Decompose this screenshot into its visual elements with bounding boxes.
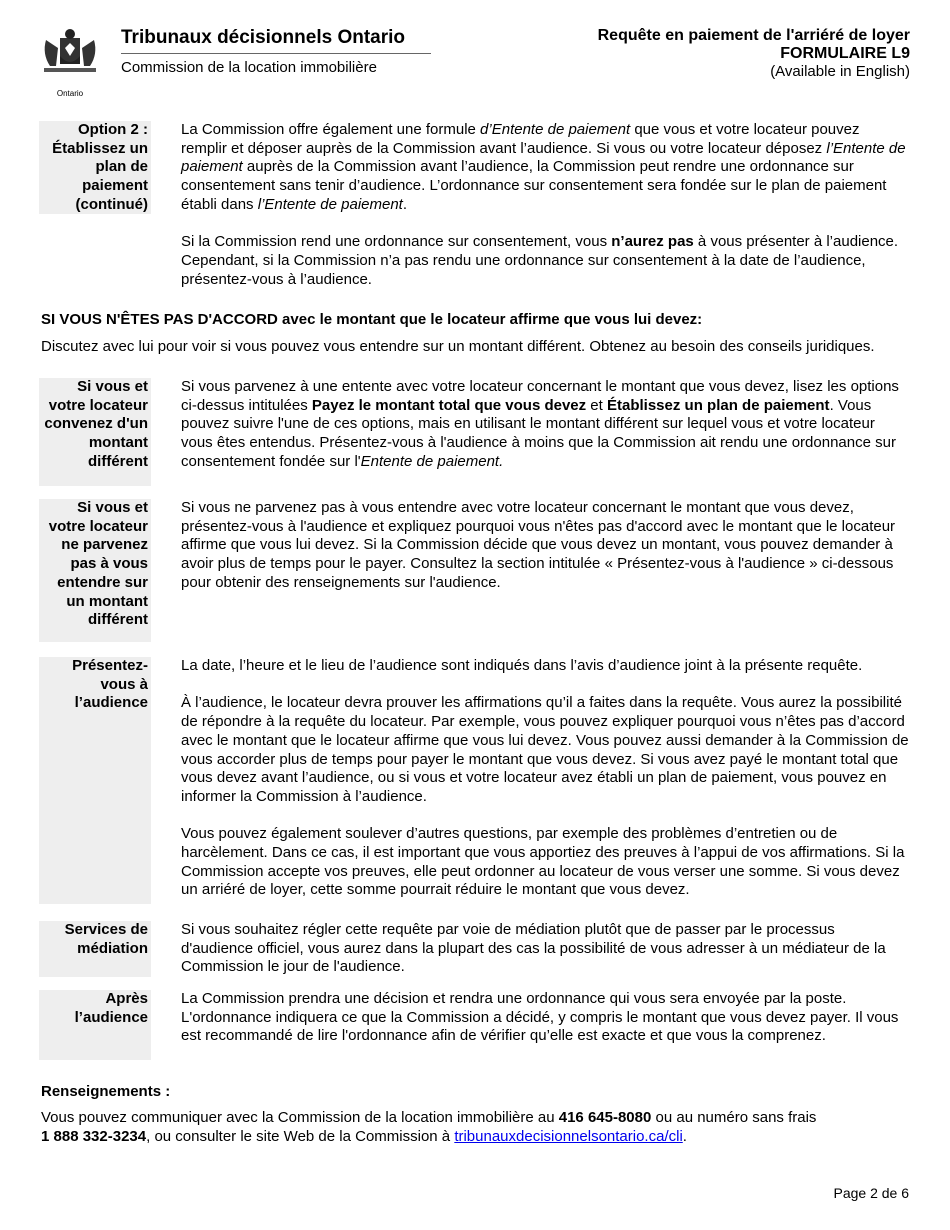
info-heading: Renseignements :: [41, 1083, 171, 1100]
agree-different-text: Si vous parvenez à une entente avec votre locateur concernant le montant que vous devez, lisez les options ci-dessus intitulées Payez le montant total que vous devez et Établissez un plan de paiement. Vous pouvez suivre l'une de ces options, mais en utilisant le montant différent sur lequel vous et votre locateur vous êtes entendus. Présentez-vous à l'audience à moins que la Commission ait rendu une ordonnance sur consentement fondée sur l'Entente de paiement.: [181, 378, 899, 470]
mediation-text: Si vous souhaitez régler cette requête par voie de médiation plutôt que de passer par le processus d'audience officiel, vous aurez dans la plupart des cas la possibilité de vous adresser à un médiateur de la Commission le jour de l'audience.: [181, 921, 886, 976]
available-english: (Available in English): [770, 63, 910, 80]
attend-p3: Vous pouvez également soulever d’autres questions, par exemple des problèmes d’entretien ou de harcèlement. Dans ce cas, il est important que vous apportiez des preuves à l’appui de vos affirmations. Si la Commission accepte vos preuves, elle peut ordonner au locateur de vous verser une somme. Si vous devez un arriéré de loyer, cette somme pourrait réduire le montant que vous devez.: [181, 825, 905, 899]
attend-hearing-label: Présentez-vous à l’audience: [39, 657, 151, 904]
agree-different-label: Si vous et votre locateur convenez d'un montant différent: [39, 378, 151, 486]
option2-label: Option 2 : Établissez un plan de paiement (continué): [39, 121, 151, 214]
info-text: Vous pouvez communiquer avec la Commission de la location immobilière au 416 645-8080 ou au numéro sans frais 1 888 332-3234, ou consulter le site Web de la Commission à tribunauxdecisionnelsontario.ca/cli.: [41, 1109, 817, 1145]
form-header: [598, 27, 910, 81]
org-subtitle: Commission de la location immobilière: [121, 59, 377, 76]
page-number: Page 2 de 6: [833, 1185, 909, 1201]
org-title: Tribunaux décisionnels Ontario: [121, 27, 431, 54]
form-title: Requête en paiement de l'arriéré de loyer: [597, 27, 910, 44]
organization-block: [121, 27, 431, 76]
attend-p2: À l’audience, le locateur devra prouver les affirmations qu’il a faites dans la requête. Vous aurez la possibilité de répondre à la requête du locateur. Par exemple, vous pouvez expliquer pourquoi vous n’êtes pas d’accord avec le montant que le locateur affirme que vous lui devez. Vous pouvez aussi demander à la Commission de vous accorder plus de temps pour payer le montant que vous devez. Si vous avez payé le montant total que vous devez avant l’audience, ou si vous et votre locateur avez établi un plan de paiement, vous pouvez en informer la Commission à l’audience.: [181, 694, 909, 805]
attend-hearing-text: [181, 657, 909, 919]
mediation-label: Services de médiation: [39, 921, 151, 977]
option2-text: La Commission offre également une formule d’Entente de paiement que vous et votre locateur pouvez remplir et déposer auprès de la Commission avant l’audience. Si vous ou votre locateur déposez l’Entente de paiement auprès de la Commission avant l’audience, la Commission peut rendre une ordonnance sur consentement sans tenir d’audience. L’ordonnance sur consentement sera fondée sur le plan de paiement établi dans l’Entente de paiement. Si la Commission rend une ordonnance sur consentement, vous n’aurez pas à vous présenter à l’audience. Cependant, si la Commission n’a pas rendu une ordonnance sur consentement à la date de l’audience, présentez-vous à l’audience.: [181, 121, 906, 288]
after-hearing-label: Après l’audience: [39, 990, 151, 1060]
no-agreement-label: Si vous et votre locateur ne parvenez pas à vous entendre sur un montant différent: [39, 499, 151, 642]
attend-p1: La date, l’heure et le lieu de l’audience sont indiqués dans l’avis d’audience joint à la présente requête.: [181, 657, 863, 674]
after-hearing-text: La Commission prendra une décision et rendra une ordonnance qui vous sera envoyée par la poste. L'ordonnance indiquera ce que la Commission a décidé, y compris le montant que vous devez payer. Il vous est recommandé de lire l'ordonnance afin de vérifier qu’elle est exacte et que vous la comprenez.: [181, 990, 899, 1045]
website-link[interactable]: tribunauxdecisionnelsontario.ca/cli: [454, 1127, 683, 1145]
logo-caption: Ontario: [56, 89, 84, 98]
ontario-logo: [38, 26, 102, 98]
form-code: FORMULAIRE L9: [780, 45, 910, 62]
disagree-text: Discutez avec lui pour voir si vous pouvez vous entendre sur un montant différent. Obtenez au besoin des conseils juridiques.: [41, 338, 875, 355]
no-agreement-text: Si vous ne parvenez pas à vous entendre avec votre locateur concernant le montant que vous devez, présentez-vous à l'audience et expliquez pourquoi vous n'êtes pas d'accord avec le montant que le locateur affirme que vous lui devez. Si la Commission décide que vous devez un montant, vous pouvez demander à avoir plus de temps pour le payer. Consultez la section intitulée « Présentez-vous à l'audience » ci-dessous pour obtenir des renseignements sur l'audience.: [181, 499, 896, 591]
ontario-coat-of-arms-icon: [38, 26, 102, 90]
disagree-heading: SI VOUS N'ÊTES PAS D'ACCORD avec le montant que le locateur affirme que vous lui devez:: [41, 311, 703, 328]
